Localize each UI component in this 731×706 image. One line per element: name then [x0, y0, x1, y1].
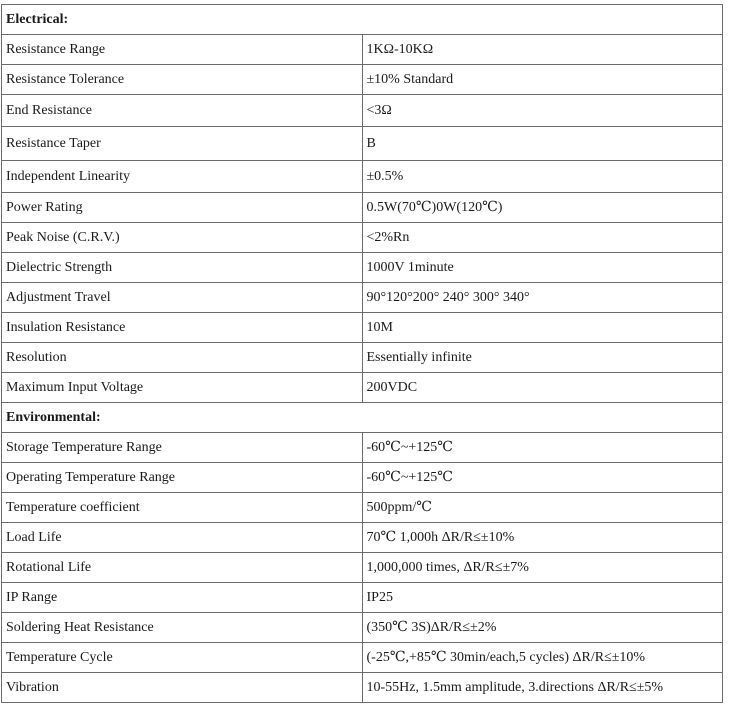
spec-label: Peak Noise (C.R.V.)	[2, 223, 363, 253]
spec-label: Adjustment Travel	[2, 283, 363, 313]
spec-value: 500ppm/℃	[362, 493, 723, 523]
section-header-electrical	[2, 5, 723, 35]
spec-label: Resolution	[2, 343, 363, 373]
section-header-environmental	[2, 403, 723, 433]
spec-row-dielectric-strength	[2, 253, 723, 283]
spec-label: Operating Temperature Range	[2, 463, 363, 493]
spec-row-ip-range	[2, 583, 723, 613]
spec-row-rotational-life	[2, 553, 723, 583]
spec-value: 1000V 1minute	[362, 253, 723, 283]
spec-label: Rotational Life	[2, 553, 363, 583]
spec-table	[1, 4, 723, 703]
spec-row-insulation-resistance	[2, 313, 723, 343]
spec-row-power-rating	[2, 193, 723, 223]
section-title: Environmental:	[2, 403, 723, 433]
spec-value: Essentially infinite	[362, 343, 723, 373]
section-title: Electrical:	[2, 5, 723, 35]
spec-label: Temperature coefficient	[2, 493, 363, 523]
spec-label: Power Rating	[2, 193, 363, 223]
spec-label: Resistance Tolerance	[2, 65, 363, 95]
spec-value: (-25℃,+85℃ 30min/each,5 cycles) ΔR/R≤±10%	[362, 643, 723, 673]
spec-row-storage-temperature-range	[2, 433, 723, 463]
spec-value: IP25	[362, 583, 723, 613]
spec-label: Insulation Resistance	[2, 313, 363, 343]
spec-label: Load Life	[2, 523, 363, 553]
spec-value: 1,000,000 times, ΔR/R≤±7%	[362, 553, 723, 583]
spec-row-peak-noise-c-r-v	[2, 223, 723, 253]
spec-value: 200VDC	[362, 373, 723, 403]
spec-row-independent-linearity	[2, 161, 723, 193]
spec-row-end-resistance	[2, 95, 723, 127]
spec-value: ±10% Standard	[362, 65, 723, 95]
spec-label: Independent Linearity	[2, 161, 363, 193]
spec-label: Vibration	[2, 673, 363, 703]
spec-value: 0.5W(70℃)0W(120℃)	[362, 193, 723, 223]
spec-label: Dielectric Strength	[2, 253, 363, 283]
spec-label: IP Range	[2, 583, 363, 613]
spec-row-resistance-taper	[2, 127, 723, 161]
spec-value: -60℃~+125℃	[362, 433, 723, 463]
spec-label: Resistance Taper	[2, 127, 363, 161]
spec-value: <2%Rn	[362, 223, 723, 253]
spec-value: 90°120°200° 240° 300° 340°	[362, 283, 723, 313]
spec-value: <3Ω	[362, 95, 723, 127]
spec-row-resolution	[2, 343, 723, 373]
spec-row-maximum-input-voltage	[2, 373, 723, 403]
spec-row-adjustment-travel	[2, 283, 723, 313]
spec-value: B	[362, 127, 723, 161]
spec-value: 1KΩ-10KΩ	[362, 35, 723, 65]
spec-row-load-life	[2, 523, 723, 553]
spec-row-resistance-range	[2, 35, 723, 65]
spec-label: Soldering Heat Resistance	[2, 613, 363, 643]
spec-value: -60℃~+125℃	[362, 463, 723, 493]
spec-row-temperature-cycle	[2, 643, 723, 673]
spec-row-soldering-heat-resistance	[2, 613, 723, 643]
spec-label: Storage Temperature Range	[2, 433, 363, 463]
spec-label: Maximum Input Voltage	[2, 373, 363, 403]
spec-label: Temperature Cycle	[2, 643, 363, 673]
spec-row-operating-temperature-range	[2, 463, 723, 493]
spec-row-temperature-coefficient	[2, 493, 723, 523]
spec-row-resistance-tolerance	[2, 65, 723, 95]
spec-value: 70℃ 1,000h ΔR/R≤±10%	[362, 523, 723, 553]
spec-value: ±0.5%	[362, 161, 723, 193]
spec-value: (350℃ 3S)ΔR/R≤±2%	[362, 613, 723, 643]
spec-value: 10M	[362, 313, 723, 343]
spec-table-body	[2, 5, 723, 703]
spec-value: 10-55Hz, 1.5mm amplitude, 3.directions ΔR/R≤±5%	[362, 673, 723, 703]
spec-row-vibration	[2, 673, 723, 703]
spec-label: Resistance Range	[2, 35, 363, 65]
spec-label: End Resistance	[2, 95, 363, 127]
